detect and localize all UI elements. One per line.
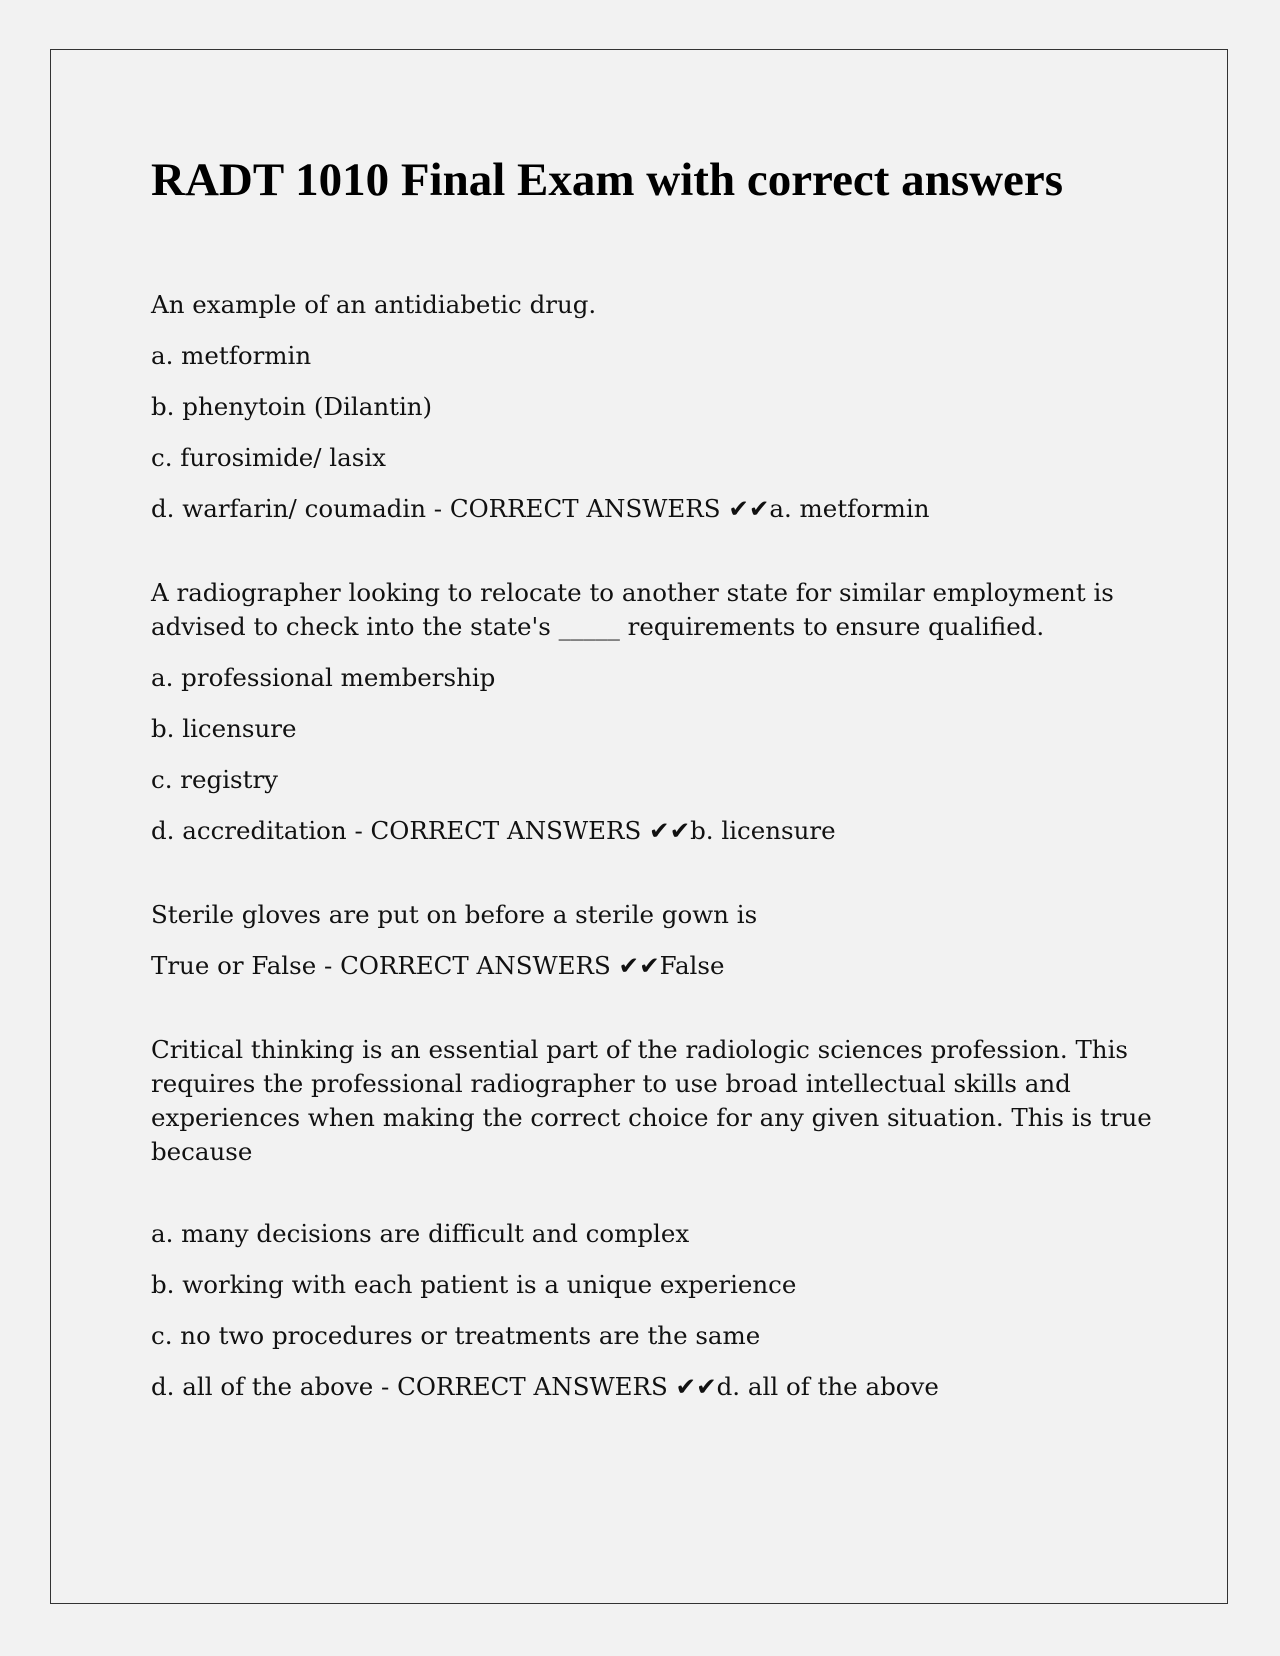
answer-option-correct: True or False - CORRECT ANSWERS ✔✔False xyxy=(151,951,725,980)
question-1 xyxy=(151,288,1161,526)
question-stem: A radiographer looking to relocate to another state for similar employment is advised to check into the state's _____ requirements to ensure qualified. xyxy=(151,578,1114,641)
question-2 xyxy=(151,576,1161,848)
document-content xyxy=(151,150,1161,1454)
document-page xyxy=(50,49,1228,1604)
answer-option: c. furosimide/ lasix xyxy=(151,443,386,472)
answer-option: b. phenytoin (Dilantin) xyxy=(151,392,433,421)
answer-option: a. many decisions are difficult and complex xyxy=(151,1219,690,1248)
question-3 xyxy=(151,898,1161,983)
question-stem: Critical thinking is an essential part of the radiologic sciences profession. This requires the professional radiographer to use broad intellectual skills and experiences when making the correct choice for any given situation. This is true because xyxy=(151,1035,1152,1166)
answer-option: a. metformin xyxy=(151,341,312,370)
answer-option-correct: d. warfarin/ coumadin - CORRECT ANSWERS ✔✔a. metformin xyxy=(151,494,930,523)
question-stem: An example of an antidiabetic drug. xyxy=(151,290,597,319)
answer-option: b. licensure xyxy=(151,714,297,743)
page-title: RADT 1010 Final Exam with correct answers xyxy=(151,154,1064,206)
answer-option: a. professional membership xyxy=(151,663,496,692)
answer-option: b. working with each patient is a unique experience xyxy=(151,1270,797,1299)
answer-option-correct: d. accreditation - CORRECT ANSWERS ✔✔b. licensure xyxy=(151,816,836,845)
answer-option: c. no two procedures or treatments are the same xyxy=(151,1321,761,1350)
answer-option-correct: d. all of the above - CORRECT ANSWERS ✔✔d. all of the above xyxy=(151,1372,939,1401)
question-stem: Sterile gloves are put on before a sterile gown is xyxy=(151,900,758,929)
question-4 xyxy=(151,1033,1161,1404)
answer-option: c. registry xyxy=(151,765,278,794)
